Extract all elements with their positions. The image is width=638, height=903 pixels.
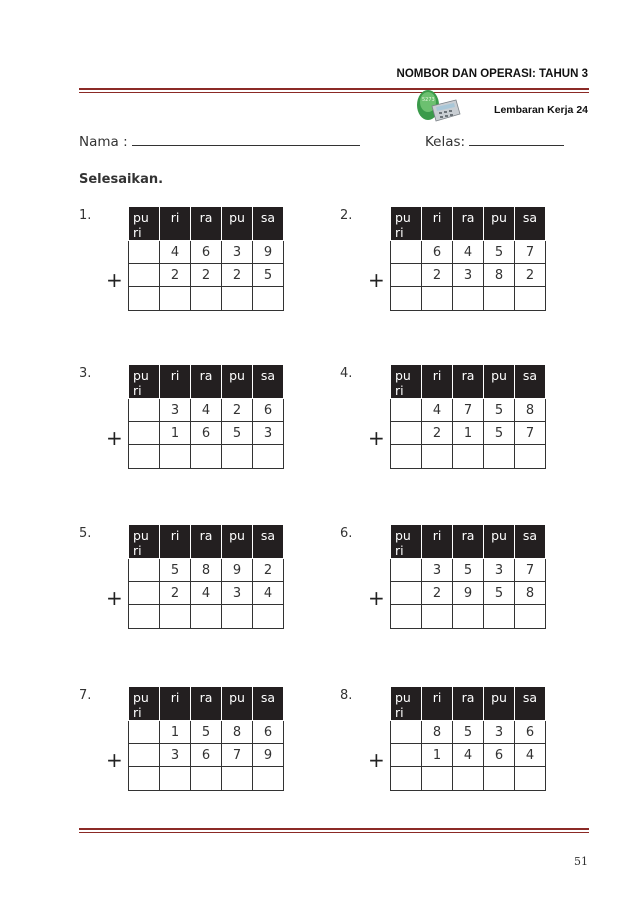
answer-cell[interactable]	[391, 287, 422, 311]
column-header: pu ri	[391, 687, 422, 721]
answer-cell[interactable]	[222, 287, 253, 311]
column-header: pu	[222, 525, 253, 559]
header-rule	[79, 88, 589, 93]
column-header: ra	[453, 525, 484, 559]
digit-cell: 5	[191, 721, 222, 744]
question-number: 1.	[79, 208, 92, 223]
digit-cell: 9	[453, 582, 484, 605]
place-value-table	[390, 524, 546, 629]
digit-cell: 5	[253, 264, 284, 287]
page-number: 51	[574, 855, 588, 868]
first-addend-row	[391, 721, 546, 744]
digit-cell: 2	[422, 422, 453, 445]
digit-cell: 4	[422, 399, 453, 422]
answer-cell[interactable]	[253, 445, 284, 469]
digit-cell: 9	[222, 559, 253, 582]
question-number: 6.	[340, 526, 353, 541]
digit-cell: 5	[484, 582, 515, 605]
column-header: pu	[484, 365, 515, 399]
answer-cell[interactable]	[515, 445, 546, 469]
column-header: sa	[253, 207, 284, 241]
plus-sign: +	[106, 748, 123, 772]
digit-cell: 6	[422, 241, 453, 264]
digit-cell: 2	[222, 264, 253, 287]
answer-cell[interactable]	[391, 767, 422, 791]
column-header: pu	[222, 207, 253, 241]
digit-cell	[391, 721, 422, 744]
answer-cell[interactable]	[484, 605, 515, 629]
column-header: pu	[222, 365, 253, 399]
digit-cell: 8	[515, 582, 546, 605]
digit-cell: 6	[515, 721, 546, 744]
second-addend-row	[129, 264, 284, 287]
second-addend-row	[129, 422, 284, 445]
second-addend-row	[391, 264, 546, 287]
first-addend-row	[391, 399, 546, 422]
digit-cell: 3	[253, 422, 284, 445]
digit-cell: 1	[160, 422, 191, 445]
answer-row[interactable]	[129, 767, 284, 791]
answer-row[interactable]	[391, 287, 546, 311]
answer-cell[interactable]	[422, 767, 453, 791]
answer-cell[interactable]	[391, 605, 422, 629]
column-header: ra	[191, 207, 222, 241]
column-header: ri	[422, 207, 453, 241]
answer-cell[interactable]	[129, 767, 160, 791]
column-header: ra	[191, 687, 222, 721]
column-header: sa	[253, 365, 284, 399]
digit-cell: 6	[191, 422, 222, 445]
answer-cell[interactable]	[515, 287, 546, 311]
answer-row[interactable]	[391, 605, 546, 629]
name-field[interactable]	[79, 133, 360, 150]
plus-sign: +	[368, 748, 385, 772]
first-addend-row	[129, 399, 284, 422]
column-header: sa	[515, 365, 546, 399]
column-header: ri	[422, 525, 453, 559]
digit-cell: 8	[222, 721, 253, 744]
digit-cell: 7	[515, 241, 546, 264]
digit-cell: 6	[191, 744, 222, 767]
column-header: sa	[515, 525, 546, 559]
answer-cell[interactable]	[129, 287, 160, 311]
digit-cell: 1	[453, 422, 484, 445]
footer-rule	[79, 828, 589, 833]
calculator-icon	[414, 88, 462, 122]
digit-cell: 9	[253, 241, 284, 264]
column-header: sa	[253, 525, 284, 559]
answer-cell[interactable]	[191, 605, 222, 629]
answer-cell[interactable]	[129, 445, 160, 469]
digit-cell: 4	[253, 582, 284, 605]
digit-cell	[391, 422, 422, 445]
plus-sign: +	[368, 268, 385, 292]
answer-cell[interactable]	[129, 605, 160, 629]
digit-cell: 4	[453, 744, 484, 767]
answer-cell[interactable]	[515, 767, 546, 791]
digit-cell: 7	[222, 744, 253, 767]
column-header: ra	[453, 207, 484, 241]
question-number: 7.	[79, 688, 92, 703]
column-header: ra	[191, 525, 222, 559]
first-addend-row	[391, 241, 546, 264]
digit-cell: 5	[484, 241, 515, 264]
digit-cell: 8	[191, 559, 222, 582]
first-addend-row	[129, 559, 284, 582]
answer-row[interactable]	[391, 767, 546, 791]
digit-cell: 8	[484, 264, 515, 287]
answer-cell[interactable]	[453, 287, 484, 311]
answer-cell[interactable]	[160, 605, 191, 629]
digit-cell: 3	[160, 399, 191, 422]
column-header: pu	[484, 525, 515, 559]
digit-cell	[391, 744, 422, 767]
digit-cell: 5	[222, 422, 253, 445]
answer-cell[interactable]	[453, 445, 484, 469]
digit-cell: 4	[160, 241, 191, 264]
digit-cell: 6	[253, 721, 284, 744]
digit-cell: 5	[453, 559, 484, 582]
column-header: ra	[191, 365, 222, 399]
digit-cell: 3	[222, 582, 253, 605]
digit-cell: 6	[484, 744, 515, 767]
digit-cell: 7	[515, 559, 546, 582]
answer-cell[interactable]	[484, 767, 515, 791]
answer-cell[interactable]	[222, 767, 253, 791]
place-value-table	[128, 206, 284, 311]
answer-cell[interactable]	[453, 767, 484, 791]
answer-cell[interactable]	[191, 287, 222, 311]
digit-cell: 1	[422, 744, 453, 767]
digit-cell	[391, 264, 422, 287]
name-blank[interactable]	[132, 133, 360, 146]
column-header: pu	[222, 687, 253, 721]
digit-cell: 4	[453, 241, 484, 264]
column-header: ri	[422, 687, 453, 721]
plus-sign: +	[106, 586, 123, 610]
digit-cell: 8	[422, 721, 453, 744]
digit-cell: 2	[422, 264, 453, 287]
column-header: pu ri	[391, 365, 422, 399]
class-label: Kelas:	[425, 134, 466, 150]
column-header: ri	[160, 207, 191, 241]
answer-cell[interactable]	[191, 445, 222, 469]
second-addend-row	[129, 582, 284, 605]
digit-cell: 2	[253, 559, 284, 582]
answer-row[interactable]	[129, 287, 284, 311]
second-addend-row	[391, 744, 546, 767]
plus-sign: +	[368, 426, 385, 450]
digit-cell: 2	[515, 264, 546, 287]
header-title: NOMBOR DAN OPERASI: TAHUN 3	[396, 68, 588, 80]
second-addend-row	[391, 422, 546, 445]
digit-cell	[129, 422, 160, 445]
digit-cell: 3	[422, 559, 453, 582]
digit-cell: 3	[453, 264, 484, 287]
answer-cell[interactable]	[515, 605, 546, 629]
digit-cell: 8	[515, 399, 546, 422]
answer-cell[interactable]	[422, 605, 453, 629]
column-header: sa	[515, 207, 546, 241]
place-value-table	[390, 364, 546, 469]
answer-cell[interactable]	[484, 445, 515, 469]
column-header: pu ri	[391, 525, 422, 559]
digit-cell	[391, 399, 422, 422]
column-header: pu ri	[391, 207, 422, 241]
question-number: 5.	[79, 526, 92, 541]
answer-cell[interactable]	[253, 605, 284, 629]
answer-cell[interactable]	[222, 445, 253, 469]
digit-cell: 4	[191, 582, 222, 605]
digit-cell: 3	[222, 241, 253, 264]
svg-text:5273: 5273	[422, 97, 435, 103]
digit-cell	[129, 241, 160, 264]
place-value-table	[390, 206, 546, 311]
answer-cell[interactable]	[253, 767, 284, 791]
column-header: ri	[160, 365, 191, 399]
column-header: pu ri	[129, 687, 160, 721]
answer-cell[interactable]	[160, 445, 191, 469]
column-header: sa	[515, 687, 546, 721]
place-value-table	[128, 364, 284, 469]
digit-cell: 2	[191, 264, 222, 287]
digit-cell: 2	[160, 582, 191, 605]
answer-cell[interactable]	[191, 767, 222, 791]
column-header: ra	[453, 365, 484, 399]
instruction: Selesaikan.	[79, 172, 164, 187]
plus-sign: +	[106, 268, 123, 292]
place-value-table	[128, 686, 284, 791]
digit-cell	[129, 399, 160, 422]
column-header: ra	[453, 687, 484, 721]
column-header: pu ri	[129, 525, 160, 559]
answer-row[interactable]	[129, 445, 284, 469]
first-addend-row	[391, 559, 546, 582]
digit-cell: 2	[160, 264, 191, 287]
digit-cell: 1	[160, 721, 191, 744]
digit-cell: 7	[515, 422, 546, 445]
digit-cell: 9	[253, 744, 284, 767]
digit-cell: 5	[160, 559, 191, 582]
digit-cell: 3	[484, 559, 515, 582]
digit-cell	[129, 559, 160, 582]
answer-cell[interactable]	[391, 445, 422, 469]
column-header: ri	[160, 525, 191, 559]
digit-cell: 6	[253, 399, 284, 422]
digit-cell	[129, 744, 160, 767]
answer-row[interactable]	[391, 445, 546, 469]
digit-cell	[391, 241, 422, 264]
digit-cell: 5	[484, 399, 515, 422]
digit-cell: 4	[515, 744, 546, 767]
question-number: 3.	[79, 366, 92, 381]
answer-cell[interactable]	[422, 445, 453, 469]
digit-cell: 2	[222, 399, 253, 422]
answer-cell[interactable]	[253, 287, 284, 311]
second-addend-row	[391, 582, 546, 605]
answer-cell[interactable]	[160, 767, 191, 791]
digit-cell	[129, 582, 160, 605]
worksheet-label: Lembaran Kerja 24	[494, 104, 588, 116]
second-addend-row	[129, 744, 284, 767]
answer-cell[interactable]	[484, 287, 515, 311]
question-number: 2.	[340, 208, 353, 223]
class-field[interactable]	[425, 133, 564, 150]
digit-cell	[129, 264, 160, 287]
digit-cell: 2	[422, 582, 453, 605]
answer-cell[interactable]	[222, 605, 253, 629]
digit-cell: 5	[453, 721, 484, 744]
answer-cell[interactable]	[160, 287, 191, 311]
column-header: pu	[484, 687, 515, 721]
column-header: sa	[253, 687, 284, 721]
plus-sign: +	[106, 426, 123, 450]
place-value-table	[128, 524, 284, 629]
answer-cell[interactable]	[453, 605, 484, 629]
digit-cell: 5	[484, 422, 515, 445]
column-header: pu	[484, 207, 515, 241]
plus-sign: +	[368, 586, 385, 610]
digit-cell: 3	[484, 721, 515, 744]
column-header: ri	[160, 687, 191, 721]
question-number: 4.	[340, 366, 353, 381]
name-label: Nama :	[79, 134, 128, 150]
answer-row[interactable]	[129, 605, 284, 629]
digit-cell: 7	[453, 399, 484, 422]
digit-cell	[391, 582, 422, 605]
digit-cell	[129, 721, 160, 744]
first-addend-row	[129, 721, 284, 744]
digit-cell	[391, 559, 422, 582]
digit-cell: 4	[191, 399, 222, 422]
class-blank[interactable]	[469, 133, 564, 146]
place-value-table	[390, 686, 546, 791]
column-header: pu ri	[129, 207, 160, 241]
question-number: 8.	[340, 688, 353, 703]
first-addend-row	[129, 241, 284, 264]
column-header: pu ri	[129, 365, 160, 399]
digit-cell: 6	[191, 241, 222, 264]
answer-cell[interactable]	[422, 287, 453, 311]
column-header: ri	[422, 365, 453, 399]
digit-cell: 3	[160, 744, 191, 767]
